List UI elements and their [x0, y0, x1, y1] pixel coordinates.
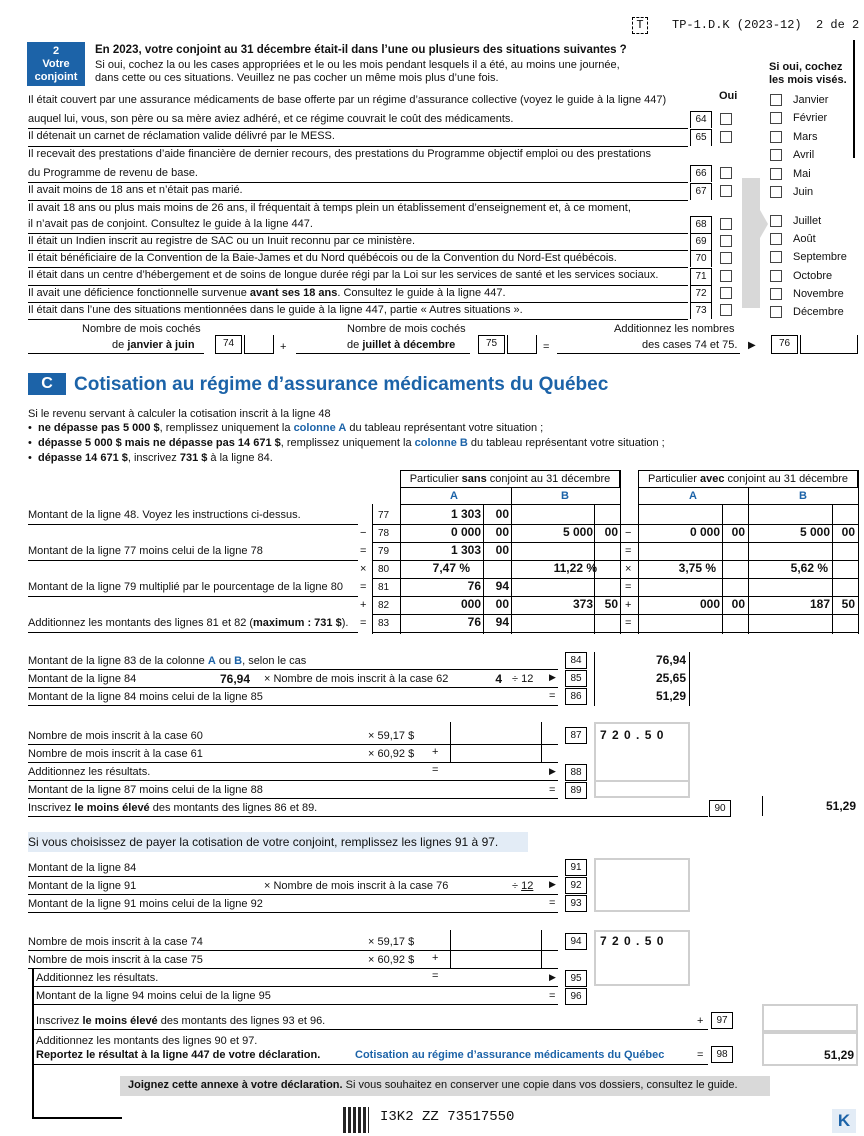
value-98: 51,29	[823, 1048, 854, 1062]
month-checkbox-9[interactable]	[770, 251, 782, 263]
value-80-sb: 11,22 %	[553, 561, 597, 575]
operator: +	[360, 599, 367, 611]
case-69: 69	[690, 233, 712, 250]
case-72: 72	[690, 285, 712, 302]
cents-79: 00	[495, 543, 509, 557]
month-checkbox-6[interactable]	[770, 186, 782, 198]
situation-line1: Il avait 18 ans ou plus mais moins de 26 ans, il fréquentait à temps plein un établissement d’enseignement et, à ce moment,	[28, 202, 631, 214]
cents-81: 94	[495, 579, 509, 593]
amount-field[interactable]	[594, 858, 690, 912]
rate-87: × 59,17 $	[368, 730, 415, 742]
value-80-ab: 5,62 %	[790, 561, 828, 575]
line-num-box: 94	[565, 933, 587, 950]
month-label: Janvier	[793, 94, 829, 106]
arrow-gray-icon	[742, 178, 760, 308]
value-85: 25,65	[655, 671, 686, 685]
operator: =	[549, 690, 556, 702]
value-83: 76	[467, 615, 481, 629]
amount-field[interactable]	[594, 780, 690, 798]
label-92-b: × Nombre de mois inscrit à la case 76	[264, 880, 449, 892]
input-76[interactable]	[800, 335, 858, 354]
input-74[interactable]	[244, 335, 274, 354]
month-checkbox-7[interactable]	[770, 215, 782, 227]
month-checkbox-5[interactable]	[770, 168, 782, 180]
operator: +	[432, 746, 439, 758]
checkbox-67[interactable]	[720, 185, 732, 197]
add-label-2: des cases 74 et 75.	[642, 339, 738, 351]
situation-line1: Il était dans l’une des situations mentionnées dans le guide à la ligne 447, partie « Autres situations ».	[28, 304, 523, 316]
line-num-box: 87	[565, 727, 587, 744]
operator: ×	[625, 563, 632, 575]
cents-83: 94	[495, 615, 509, 629]
situation-line1: Il était couvert par une assurance médicaments de base offerte par un régime d’assurance collective (voyez le guide à la ligne 447)	[28, 94, 667, 106]
label-90: Inscrivez le moins élevé des montants des lignes 86 et 89.	[28, 802, 318, 814]
footer-code: I3K2 ZZ 73517550	[380, 1109, 515, 1125]
head-sans: Particulier sans conjoint au 31 décembre	[400, 470, 620, 488]
checkbox-64[interactable]	[720, 113, 732, 125]
label-83: Additionnez les montants des lignes 81 et 82 (maximum : 731 $).	[28, 617, 349, 629]
label-84: Montant de la ligne 83 de la colonne A ou B, selon le cas	[28, 655, 307, 667]
col-a-sans: A	[450, 490, 458, 502]
operator: =	[360, 581, 367, 593]
rate-95: × 60,92 $	[368, 954, 415, 966]
month-checkbox-4[interactable]	[770, 149, 782, 161]
label-85-c: ÷ 12	[512, 673, 534, 685]
situation-line2: du Programme de revenu de base.	[28, 167, 198, 179]
month-label: Novembre	[793, 288, 844, 300]
label-96: Montant de la ligne 94 moins celui de la ligne 95	[36, 990, 271, 1002]
value-78-aa: 0 000	[689, 525, 720, 539]
label-93: Montant de la ligne 91 moins celui de la ligne 92	[28, 898, 263, 910]
operator: −	[625, 527, 632, 539]
value-82-aa: 000	[699, 597, 720, 611]
col-b-avec: B	[799, 490, 807, 502]
operator: =	[549, 990, 556, 1002]
line-num: 80	[378, 564, 390, 575]
value-84: 76,94	[655, 653, 686, 667]
label-79: Montant de la ligne 77 moins celui de la ligne 78	[28, 545, 263, 557]
operator: ×	[360, 563, 367, 575]
month-checkbox-3[interactable]	[770, 131, 782, 143]
partc-bullet-2: • dépasse 5 000 $ mais ne dépasse pas 14 671 $, remplissez uniquement la colonne B du tableau représentant votre situation ;	[28, 437, 665, 449]
arrow-right-icon: ▶	[748, 340, 756, 351]
checkbox-69[interactable]	[720, 235, 732, 247]
value-78-sb: 5 000	[562, 525, 593, 539]
box-76: 76	[771, 335, 798, 354]
situation-line1: Il était un Indien inscrit au registre de SAC ou un Inuit reconnu par ce ministère.	[28, 235, 416, 247]
line-num-box: 95	[565, 970, 587, 987]
arrow-gray-tip-icon	[760, 210, 768, 238]
form-id: TP-1.D.K (2023-12) 2 de 2	[672, 18, 860, 32]
col-a-avec: A	[689, 490, 697, 502]
situation-line2: il n’avait pas de conjoint. Consultez le guide à la ligne 447.	[28, 218, 313, 230]
label-95: Nombre de mois inscrit à la case 75	[28, 954, 203, 966]
line-num-box: 85	[565, 670, 587, 687]
choose-text: Si vous choisissez de payer la cotisation de votre conjoint, remplissez les lignes 91 à 97.	[28, 835, 499, 849]
situation-line1: Il détenait un carnet de réclamation valide délivré par le MESS.	[28, 130, 335, 142]
label-87: Nombre de mois inscrit à la case 60	[28, 730, 203, 742]
month-label: Mai	[793, 168, 811, 180]
value-77: 1 303	[450, 507, 481, 521]
month-checkbox-12[interactable]	[770, 306, 782, 318]
head-avec: Particulier avec conjoint au 31 décembre	[638, 470, 858, 488]
checkbox-73[interactable]	[720, 304, 732, 316]
operator: +	[697, 1015, 704, 1027]
situation-line1: Il recevait des prestations d’aide financière de dernier recours, des prestations du Programme objectif emploi ou des prestations	[28, 148, 652, 160]
cents-77: 00	[495, 507, 509, 521]
label-88: Nombre de mois inscrit à la case 61	[28, 748, 203, 760]
case-66: 66	[690, 165, 712, 182]
amount-field-97[interactable]	[762, 1004, 858, 1032]
label-97: Inscrivez le moins élevé des montants des lignes 93 et 96.	[36, 1015, 326, 1027]
checkbox-72[interactable]	[720, 287, 732, 299]
value-82-ab: 187	[809, 597, 830, 611]
line-num-box: 98	[711, 1046, 733, 1063]
line-num-box: 92	[565, 877, 587, 894]
label-81: Montant de la ligne 79 multiplié par le pourcentage de la ligne 80	[28, 581, 343, 593]
line-num-box: 97	[711, 1012, 733, 1029]
case-67: 67	[690, 183, 712, 200]
months-head-1: Si oui, cochez	[769, 61, 843, 73]
value-85-in: 76,94	[219, 672, 250, 686]
value-87: 7 2 0 . 5 0	[600, 728, 665, 742]
part2-instr-1: Si oui, cochez la ou les cases appropriées et le ou les mois pendant lesquels il a été, au moins une journée,	[95, 59, 620, 71]
value-82-sb: 373	[572, 597, 593, 611]
arrow-right-icon: ▶	[549, 766, 556, 776]
operator: −	[360, 527, 367, 539]
label-85-b: × Nombre de mois inscrit à la case 62	[264, 673, 449, 685]
barcode-icon	[343, 1107, 369, 1133]
label-86: Montant de la ligne 84 moins celui de la ligne 85	[28, 691, 263, 703]
label-98-c: Cotisation au régime d’assurance médicaments du Québec	[355, 1049, 665, 1061]
label-add-2: Additionnez les résultats.	[36, 972, 159, 984]
case-73: 73	[690, 302, 712, 319]
footer-letter: K	[832, 1109, 856, 1133]
label-89: Montant de la ligne 87 moins celui de la ligne 88	[28, 784, 263, 796]
operator: =	[625, 581, 632, 593]
count1-label-1: Nombre de mois cochés	[82, 323, 201, 335]
operator: +	[432, 952, 439, 964]
count1-label-2: de janvier à juin	[112, 339, 195, 351]
value-86: 51,29	[655, 689, 686, 703]
line-num: 81	[378, 582, 390, 593]
operator: =	[549, 784, 556, 796]
value-81: 76	[467, 579, 481, 593]
value-90: 51,29	[825, 799, 856, 813]
rate-88: × 60,92 $	[368, 748, 415, 760]
month-label: Septembre	[793, 251, 847, 263]
count2-label-1: Nombre de mois cochés	[347, 323, 466, 335]
label-98-a: Additionnez les montants des lignes 90 et 97.	[36, 1035, 258, 1047]
partc-bullet-1: • ne dépasse pas 5 000 $, remplissez uniquement la colonne A du tableau représentant votre situation ;	[28, 422, 544, 434]
situation-line2: auquel lui, vous, son père ou sa mère aviez adhéré, et ce régime couvrait le coût des médicaments.	[28, 113, 514, 125]
line-num-box: 88	[565, 764, 587, 781]
value-79: 1 303	[450, 543, 481, 557]
case-71: 71	[690, 268, 712, 285]
month-label: Octobre	[793, 270, 833, 282]
case-68: 68	[690, 216, 712, 233]
month-checkbox-2[interactable]	[770, 112, 782, 124]
oui-label: Oui	[719, 90, 738, 102]
month-label: Février	[793, 112, 828, 124]
count2-label-2: de juillet à décembre	[347, 339, 456, 351]
operator: =	[697, 1049, 704, 1061]
input-75[interactable]	[507, 335, 537, 354]
month-label: Avril	[793, 149, 815, 161]
arrow-right-icon: ▶	[549, 879, 556, 889]
line-num: 79	[378, 546, 390, 557]
value-78-sa: 0 000	[450, 525, 481, 539]
cents-78-sa: 00	[495, 525, 509, 539]
month-checkbox-11[interactable]	[770, 288, 782, 300]
label-98-b: Reportez le résultat à la ligne 447 de votre déclaration.	[36, 1049, 321, 1061]
label-92-c: ÷ 12	[512, 880, 534, 892]
line-num-box: 90	[709, 800, 731, 817]
cents-82-sb: 50	[604, 597, 618, 611]
operator: +	[625, 599, 632, 611]
cents-82-sa: 00	[495, 597, 509, 611]
partc-bullet-3: • dépasse 14 671 $, inscrivez 731 $ à la ligne 84.	[28, 452, 273, 464]
line-num: 78	[378, 528, 390, 539]
line-num: 77	[378, 510, 390, 521]
checkbox-65[interactable]	[720, 131, 732, 143]
value-82-sa: 000	[460, 597, 481, 611]
label-94: Nombre de mois inscrit à la case 74	[28, 936, 203, 948]
month-checkbox-8[interactable]	[770, 233, 782, 245]
t-box: T	[632, 17, 648, 34]
label-91: Montant de la ligne 84	[28, 862, 137, 874]
line-num-box: 84	[565, 652, 587, 669]
case-65: 65	[690, 129, 712, 146]
label-92: Montant de la ligne 91	[28, 880, 137, 892]
month-label: Août	[793, 233, 816, 245]
line-num-box: 89	[565, 782, 587, 799]
operator: =	[360, 617, 367, 629]
label-add-1: Additionnez les résultats.	[28, 766, 151, 778]
months-head-2: les mois visés.	[769, 74, 847, 86]
rate-94: × 59,17 $	[368, 936, 415, 948]
arrow-right-icon: ▶	[549, 972, 556, 982]
checkbox-66[interactable]	[720, 167, 732, 179]
operator: =	[625, 617, 632, 629]
month-checkbox-10[interactable]	[770, 270, 782, 282]
month-checkbox-1[interactable]	[770, 94, 782, 106]
situation-line1: Il était dans un centre d’hébergement et de soins de longue durée régi par la Loi sur les services de santé et les services sociaux.	[28, 269, 659, 281]
add-label-1: Additionnez les nombres	[614, 323, 735, 335]
checkbox-70[interactable]	[720, 252, 732, 264]
value-94: 7 2 0 . 5 0	[600, 934, 665, 948]
line-num-box: 86	[565, 688, 587, 705]
situation-line1: Il était bénéficiaire de la Convention de la Baie-James et du Nord québécois ou de la Convention du Nord-Est québécois.	[28, 252, 617, 264]
box-75: 75	[478, 335, 505, 354]
month-label: Décembre	[793, 306, 844, 318]
line-num-box: 91	[565, 859, 587, 876]
part2-question: En 2023, votre conjoint au 31 décembre était-il dans l’une ou plusieurs des situations suivantes ?	[95, 44, 627, 56]
situation-line1: Il avait une déficience fonctionnelle survenue avant ses 18 ans. Consultez le guide à la ligne 447.	[28, 287, 506, 299]
cents-78-aa: 00	[731, 525, 745, 539]
cents-78-sb: 00	[604, 525, 618, 539]
partc-title: Cotisation au régime d’assurance médicaments du Québec	[74, 374, 609, 395]
case-70: 70	[690, 250, 712, 267]
operator: =	[432, 970, 439, 982]
partc-intro: Si le revenu servant à calculer la cotisation inscrit à la ligne 48	[28, 408, 331, 420]
arrow-right-icon: ▶	[549, 672, 556, 682]
month-label: Juillet	[793, 215, 822, 227]
label-77: Montant de la ligne 48. Voyez les instructions ci-dessus.	[28, 509, 301, 521]
checkbox-71[interactable]	[720, 270, 732, 282]
value-78-ab: 5 000	[799, 525, 830, 539]
label-85: Montant de la ligne 84	[28, 673, 137, 685]
line-num: 83	[378, 618, 390, 629]
line-num: 82	[378, 600, 390, 611]
col-b-sans: B	[561, 490, 569, 502]
cents-78-ab: 00	[841, 525, 855, 539]
part2-instr-2: dans cette ou ces situations. Veuillez ne pas cocher un même mois plus d’une fois.	[95, 72, 499, 84]
cents-82-aa: 00	[731, 597, 745, 611]
value-85-case: 4	[495, 672, 502, 686]
line-num-box: 93	[565, 895, 587, 912]
join-text: Joignez cette annexe à votre déclaration. Si vous souhaitez en conserver une copie dans vos dossiers, consultez le guide.	[128, 1079, 738, 1091]
operator: =	[549, 897, 556, 909]
month-label: Juin	[793, 186, 814, 198]
checkbox-68[interactable]	[720, 218, 732, 230]
case-64: 64	[690, 111, 712, 128]
value-80-sa: 7,47 %	[432, 561, 470, 575]
box-74: 74	[215, 335, 242, 354]
operator: =	[625, 545, 632, 557]
operator: =	[432, 764, 439, 776]
situation-line1: Il avait moins de 18 ans et n’était pas marié.	[28, 184, 243, 196]
line-num-box: 96	[565, 988, 587, 1005]
month-label: Mars	[793, 131, 818, 143]
value-80-aa: 3,75 %	[678, 561, 716, 575]
part2-badge: 2 Votre conjoint	[27, 42, 85, 86]
operator: =	[360, 545, 367, 557]
cents-82-ab: 50	[841, 597, 855, 611]
partc-letter: C	[28, 373, 66, 395]
